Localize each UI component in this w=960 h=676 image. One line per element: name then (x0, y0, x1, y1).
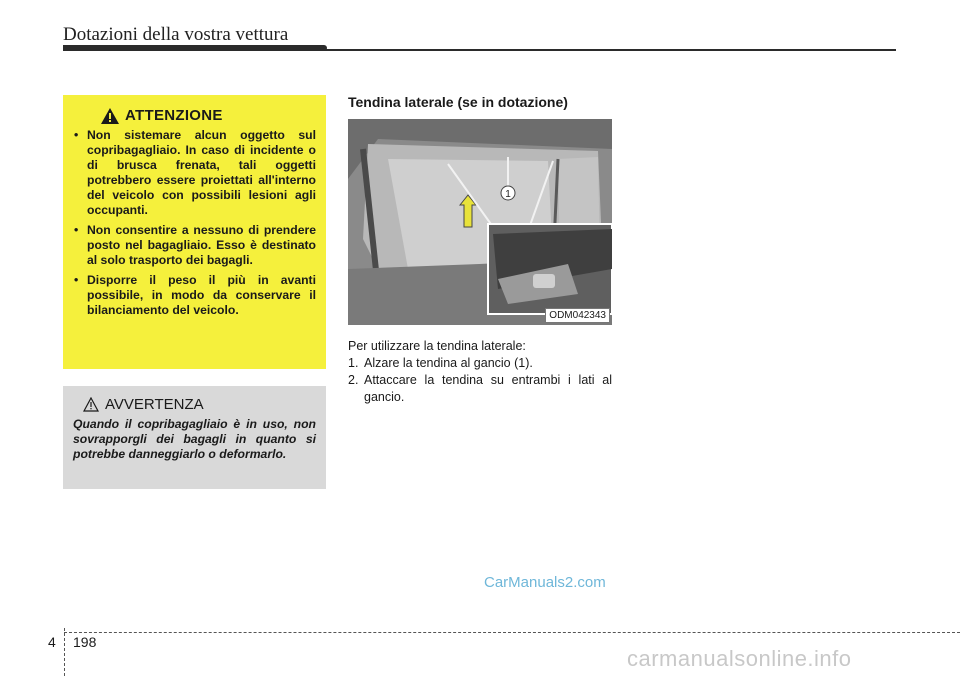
header-rule (63, 49, 896, 51)
section-title: Tendina laterale (se in dotazione) (348, 94, 568, 110)
warning-box (63, 95, 326, 369)
warning-item: • Non consentire a nessuno di prendere posto nel bagagliaio. Esso è destinato al solo trasporto dei bagagli. (73, 223, 316, 268)
side-curtain-illustration (348, 119, 612, 325)
warning-item: • Disporre il peso il più in avanti possibile, in modo da conservare il bilanciamento del veicolo. (73, 273, 316, 318)
instruction-step (348, 372, 612, 406)
step-number: 2. (348, 373, 359, 387)
footer-site-watermark: carmanualsonline.info (627, 646, 852, 671)
header-title: Dotazioni della vostra vettura (63, 24, 289, 45)
caution-box (63, 386, 326, 489)
warning-item: • Non sistemare alcun oggetto sul copribagagliaio. In caso di incidente o di brusca frenata, tali oggetti potrebbero essere proiettati all'interno del veicolo con possibili lesioni agli occupanti. (73, 128, 316, 218)
step-text: Attaccare la tendina su entrambi i lati al gancio. (364, 373, 612, 404)
footer-divider (64, 628, 65, 676)
caution-triangle-icon (83, 397, 99, 412)
step-number: 1. (348, 356, 359, 370)
warning-header (101, 107, 316, 124)
figure-callout: 1 (505, 189, 511, 200)
instructions (348, 338, 612, 406)
footer-page-number: 198 (73, 634, 97, 650)
caution-header (83, 396, 316, 413)
caution-title: AVVERTENZA (105, 396, 204, 413)
instruction-step (348, 355, 612, 372)
caution-text: Quando il copribagagliaio è in uso, non sovrapporgli dei bagagli in quanto si potrebbe danneggiarlo o deformarlo. (73, 417, 316, 461)
warning-triangle-icon (101, 108, 119, 124)
footer-rule (64, 632, 960, 633)
footer-section-number: 4 (48, 634, 56, 650)
step-text: Alzare la tendina al gancio (1). (364, 356, 533, 370)
warning-list (73, 128, 316, 318)
warning-title: ATTENZIONE (125, 107, 223, 124)
watermark: CarManuals2.com (484, 574, 606, 591)
instructions-intro: Per utilizzare la tendina laterale: (348, 339, 526, 353)
side-curtain-figure (348, 119, 612, 325)
figure-code: ODM042343 (545, 308, 610, 323)
